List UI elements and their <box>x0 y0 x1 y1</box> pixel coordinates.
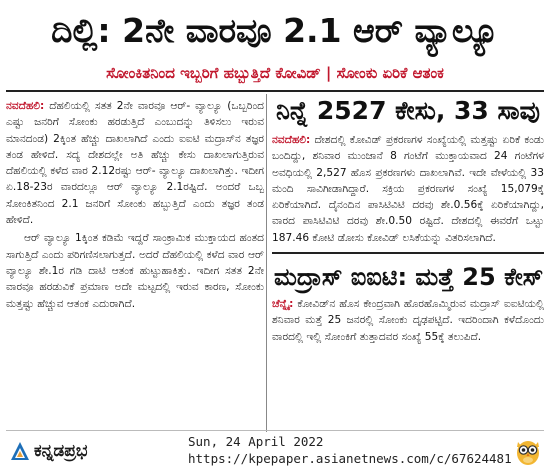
left-article-body-1: ದೆಹಲಿಯಲ್ಲಿ ಸತತ 2ನೇ ವಾರವೂ ಆರ್- ವ್ಯಾಲ್ಯೂ (ಒಬ್ಬರಿಂದ ಎಷ್ಟು ಜನರಿಗೆ ಸೋಂಕು ಹರಡುತ್ತಿದೆ ಎಂಬುದನ್ನು ತಿಳಿಸಲು ಇರುವ ಮಾನದಂಡ) 2ಕ್ಕಿಂತ ಹೆಚ್ಚು ದಾಖಲಾಗಿದೆ ಎಂದು ಐಐಟಿ ಮದ್ರಾಸ್‌ನ ತಜ್ಞರ ತಂಡ ಹೇಳಿದೆ. ಸದ್ಯ ದೇಶದಲ್ಲೇ ಅತಿ ಹೆಚ್ಚು ಕೇಸು ದಾಖಲಾಗುತ್ತಿರುವ ದೆಹಲಿಯಲ್ಲಿ ಕಳೆದ ವಾರ 2.12ರಷ್ಟು ಆರ್- ವ್ಯಾಲ್ಯೂ ದಾಖಲಾಗಿತ್ತು. ಇದೀಗ ಏ.18-23ರ ವಾರದಲ್ಲೂ ಆರ್ ವ್ಯಾಲ್ಯೂ 2.1ರಷ್ಟಿದೆ. ಅಂದರೆ ಒಬ್ಬ ಸೋಂಕಿತನಿಂದ 2.1 ಜನರಿಗೆ ಸೋಂಕು ಹಬ್ಬುತ್ತಿದೆ ಎಂದು ತಜ್ಞರ ತಂಡ ಹೇಳಿದೆ. <box>6 100 264 227</box>
right-article-2 <box>272 258 544 345</box>
logo-text: ಕನ್ನಡಪ್ರಭ <box>34 441 88 461</box>
right-column <box>272 92 544 345</box>
right-article-2-dateline: ಚೆನ್ನೈ: <box>272 298 294 311</box>
right-article-2-body: ಕೋವಿಡ್‌ನ ಹೊಸ ಕೇಂದ್ರವಾಗಿ ಹೊರಹೊಮ್ಮಿರುವ ಮದ್ರಾಸ್ ಐಐಟಿಯಲ್ಲಿ ಶನಿವಾರ ಮತ್ತೆ 25 ಜನರಲ್ಲಿ ಸೋಂಕು ದೃಢಪಟ್ಟಿದೆ. ಇದರಿಂದಾಗಿ ಕಳೆದೊಂದು ವಾರದಲ್ಲಿ ಇಲ್ಲಿ ಸೋಂಕಿಗೆ ತುತ್ತಾದವರ ಸಂಖ್ಯೆ 55ಕ್ಕೆ ತಲುಪಿದೆ. <box>272 298 544 343</box>
source-url[interactable]: https://kpepaper.asianetnews.com/c/67624481 <box>188 451 512 466</box>
kannadaprabha-logo-icon <box>10 441 30 461</box>
left-article-para-2: ಆರ್ ವ್ಯಾಲ್ಯೂ 1ಕ್ಕಿಂತ ಕಡಿಮೆ ಇದ್ದರೆ ಸಾಂಕ್ರಾಮಿಕ ಮುಕ್ತಾಯದ ಹಂತದ ಸಾಗುತ್ತಿದೆ ಎಂದು ಪರಿಗಣಿಸಲಾಗುತ್ತದೆ. ಅದರೆ ದೆಹಲಿಯಲ್ಲಿ ಕಳೆದ ವಾರ ಆರ್ ವ್ಯಾಲ್ಯೂ ಶೇ.1ರ ಗಡಿ ದಾಟಿ ಆತಂಕ ಹುಟ್ಟುಹಾಕಿತ್ತು. ಇದೀಗ ಸತತ 2ನೇ ವಾರವೂ ಹರಡುವಿಕೆ ಪ್ರಮಾಣ ಅದೇ ಮಟ್ಟದಲ್ಲಿ ಇರುವ ಕಾರಣ, ಸೋಂಕು ಮತ್ತಷ್ಟು ಹೆಚ್ಚುವ ಆತಂಕ ಎದುರಾಗಿದೆ. <box>6 232 264 310</box>
footer-meta <box>188 433 512 467</box>
right-article-2-headline: ಮದ್ರಾಸ್ ಐಐಟಿ: ಮತ್ತೆ 25 ಕೇಸ್ <box>274 263 544 292</box>
page-subheadline: ಸೋಂಕಿತನಿಂದ ಇಬ್ಬರಿಗೆ ಹಬ್ಬುತ್ತಿದೆ ಕೋವಿಡ್ | ಸೋಂಕು ಏರಿಕೆ ಆತಂಕ <box>106 64 444 82</box>
owl-mascot-icon <box>513 436 543 466</box>
right-article-1 <box>272 92 544 246</box>
right-column-divider <box>272 252 544 254</box>
left-article-dateline: ನವದೆಹಲಿ: <box>6 100 45 112</box>
footer-divider <box>6 430 544 431</box>
publication-date: Sun, 24 April 2022 <box>188 434 324 449</box>
page-headline: ದಿಲ್ಲಿ: 2ನೇ ವಾರವೂ 2.1 ಆರ್ ವ್ಯಾಲ್ಯೂ <box>51 11 499 50</box>
right-article-1-headline: ನಿನ್ನೆ 2527 ಕೇಸು, 33 ಸಾವು <box>276 96 541 125</box>
right-article-1-dateline: ನವದೆಹಲಿ: <box>272 134 311 146</box>
right-article-2-body-paragraph <box>272 296 544 345</box>
left-article <box>6 98 264 312</box>
kannadaprabha-logo[interactable] <box>10 441 87 461</box>
right-article-1-body: ದೇಶದಲ್ಲಿ ಕೋವಿಡ್ ಪ್ರಕರಣಗಳ ಸಂಖ್ಯೆಯಲ್ಲಿ ಮತ್ತಷ್ಟು ಏರಿಕೆ ಕಂಡು ಬಂದಿದ್ದು, ಶನಿವಾರ ಮುಂಜಾನೆ 8 ಗಂಟೆಗೆ ಮುಕ್ತಾಯವಾದ 24 ಗಂಟೆಗಳ ಅವಧಿಯಲ್ಲಿ 2,527 ಹೊಸ ಪ್ರಕರಣಗಳು ದಾಖಲಾಗಿವೆ. ಇದೇ ವೇಳೆಯಲ್ಲಿ 33 ಮಂದಿ ಸಾವಿಗೀಡಾಗಿದ್ದಾರೆ. ಸಕ್ರಿಯ ಪ್ರಕರಣಗಳ ಸಂಖ್ಯೆ 15,079ಕ್ಕೆ ಏರಿಕೆಯಾಗಿದೆ. ದೈನಂದಿನ ಪಾಸಿಟಿವಿಟಿ ದರವು ಶೇ.0.56ಕ್ಕೆ ಏರಿಕೆಯಾಗಿದ್ದು, ವಾರದ ಪಾಸಿಟಿವಿಟಿ ದರವು ಶೇ.0.50 ರಷ್ಟಿದೆ. ದೇಶದಲ್ಲಿ ಈವರೆಗೆ ಒಟ್ಟು 187.46 ಕೋಟಿ ಡೋಸು ಕೋವಿಡ್ ಲಸಿಕೆಯನ್ನು ವಿತರಿಸಲಾಗಿದೆ. <box>272 134 544 244</box>
column-divider <box>266 94 267 432</box>
right-article-1-body-paragraph <box>272 132 544 246</box>
left-article-para-1 <box>6 98 264 228</box>
